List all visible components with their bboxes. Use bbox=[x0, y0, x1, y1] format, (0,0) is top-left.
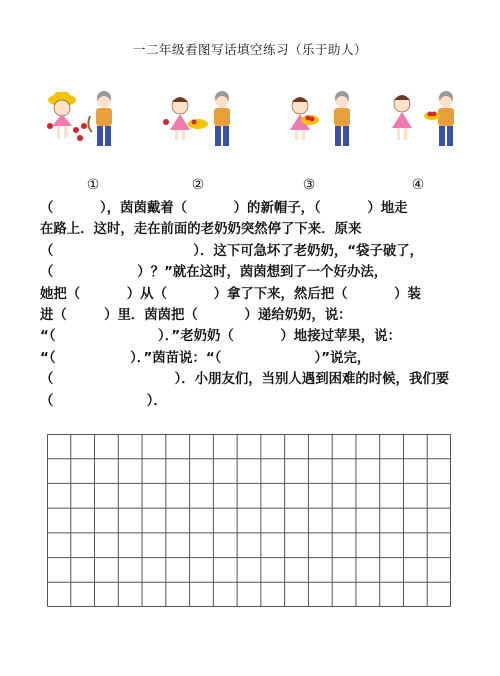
picture-number: ④ bbox=[411, 177, 425, 193]
passage-line: 她把（ ）从（ ）拿了下来，然后把（ ）装 bbox=[40, 286, 421, 302]
scene-2-illustration bbox=[158, 86, 248, 152]
passage-line: （ ）． bbox=[40, 393, 167, 409]
writing-grid[interactable] bbox=[47, 434, 451, 607]
passage-line: （ ）．这下可急坏了老奶奶，“袋子破了， bbox=[40, 243, 423, 259]
scene-4-illustration bbox=[382, 86, 472, 152]
picture-strip bbox=[40, 86, 480, 152]
picture-number: ② bbox=[191, 177, 205, 193]
scene-3-illustration bbox=[280, 86, 370, 152]
passage-line: “（ ）．”老奶奶（ ）地接过苹果，说： bbox=[40, 329, 401, 345]
picture-number: ① bbox=[86, 177, 100, 193]
passage-line: （ ）？”就在这时，茵茵想到了一个好办法， bbox=[40, 265, 388, 281]
passage-line: 在路上．这时，走在前面的老奶奶突然停了下来．原来 bbox=[40, 222, 362, 238]
passage-line: 进（ ）里．茵茵把（ ）递给奶奶，说： bbox=[40, 307, 352, 323]
scene-1-illustration bbox=[40, 86, 130, 152]
passage-line: “（ ）．”茵苗说：“（ ）”说完， bbox=[40, 350, 371, 366]
picture-numbers bbox=[0, 177, 500, 195]
passage-line: （ ），茵茵戴着（ ）的新帽子，（ ）地走 bbox=[40, 201, 408, 216]
fill-in-passage bbox=[40, 198, 472, 412]
picture-number: ③ bbox=[302, 177, 316, 193]
page-title: 一二年级看图写话填空练习（乐于助人） bbox=[132, 42, 367, 57]
passage-line: （ ）．小朋友们，当别人遇到困难的时候，我们要 bbox=[40, 372, 450, 388]
